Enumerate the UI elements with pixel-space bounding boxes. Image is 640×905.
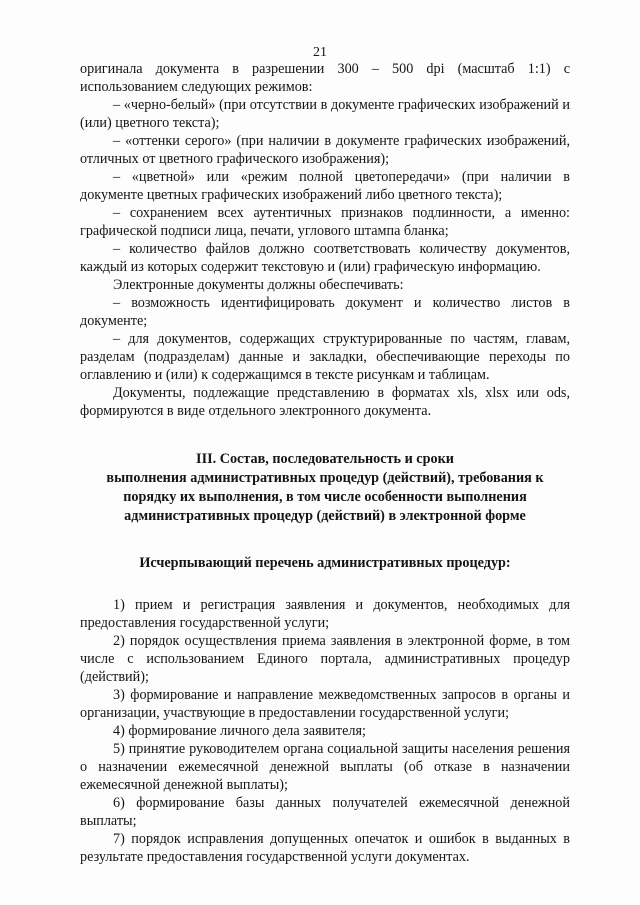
page-number: 21 [313,45,327,60]
procedure-item: 7) порядок исправления допущенных опечаток и ошибок в выданных в результате предоставления государственной услуги документах. [80,831,570,865]
list-item-structured-docs: – для документов, содержащих структурированные по частям, главам, разделам (подразделам) данные и закладки, обеспечивающие переходы по оглавлению и (или) к содержащимся в тексте рисункам и таблицам. [80,331,570,383]
procedure-item: 5) принятие руководителем органа социальной защиты населения решения о назначении ежемесячной денежной выплаты (об отказе в назначении ежемесячной денежной выплаты); [80,741,570,793]
procedure-item: 6) формирование базы данных получателей ежемесячной денежной выплаты; [80,795,570,829]
list-item-identify-document: – возможность идентифицировать документ и количество листов в документе; [80,295,570,329]
list-item-bw-mode: – «черно-белый» (при отсутствии в документе графических изображений и (или) цветного текста); [80,97,570,131]
procedure-item: 4) формирование личного дела заявителя; [113,723,366,739]
procedure-item: 1) прием и регистрация заявления и документов, необходимых для предоставления государственной услуги; [80,597,570,631]
section-title-line: административных процедур (действий) в электронной форме [124,508,526,524]
section-title [80,450,570,526]
list-item-color-mode: – «цветной» или «режим полной цветопередачи» (при наличии в документе цветных графических изображений либо цветного текста); [80,169,570,203]
procedure-item: 3) формирование и направление межведомственных запросов в органы и организации, участвующие в предоставлении государственной услуги; [80,687,570,721]
page-body [80,60,570,866]
paragraph-continuation: оригинала документа в разрешении 300 – 500 dpi (масштаб 1:1) с использованием следующих режимов: [80,61,570,95]
procedure-item: 2) порядок осуществления приема заявления в электронной форме, в том числе с использованием Единого портала, административных процедур (действий); [80,633,570,685]
list-item-authenticity: – сохранением всех аутентичных признаков подлинности, а именно: графической подписи лица, печати, углового штампа бланка; [80,205,570,239]
list-item-file-count: – количество файлов должно соответствовать количеству документов, каждый из которых содержит текстовую и (или) графическую информацию. [80,241,570,275]
paragraph-requirements-intro: Электронные документы должны обеспечивать: [113,277,404,293]
section-title-line: III. Состав, последовательность и сроки [196,451,454,467]
procedures-subheading: Исчерпывающий перечень административных процедур: [139,555,511,571]
section-title-line: выполнения административных процедур (действий), требования к [106,470,544,486]
paragraph-spreadsheet-formats: Документы, подлежащие представлению в форматах xls, xlsx или ods, формируются в виде отдельного электронного документа. [80,385,570,419]
list-item-grayscale-mode: – «оттенки серого» (при наличии в документе графических изображений, отличных от цветного графического изображения); [80,133,570,167]
section-title-line: порядку их выполнения, в том числе особенности выполнения [123,489,527,505]
